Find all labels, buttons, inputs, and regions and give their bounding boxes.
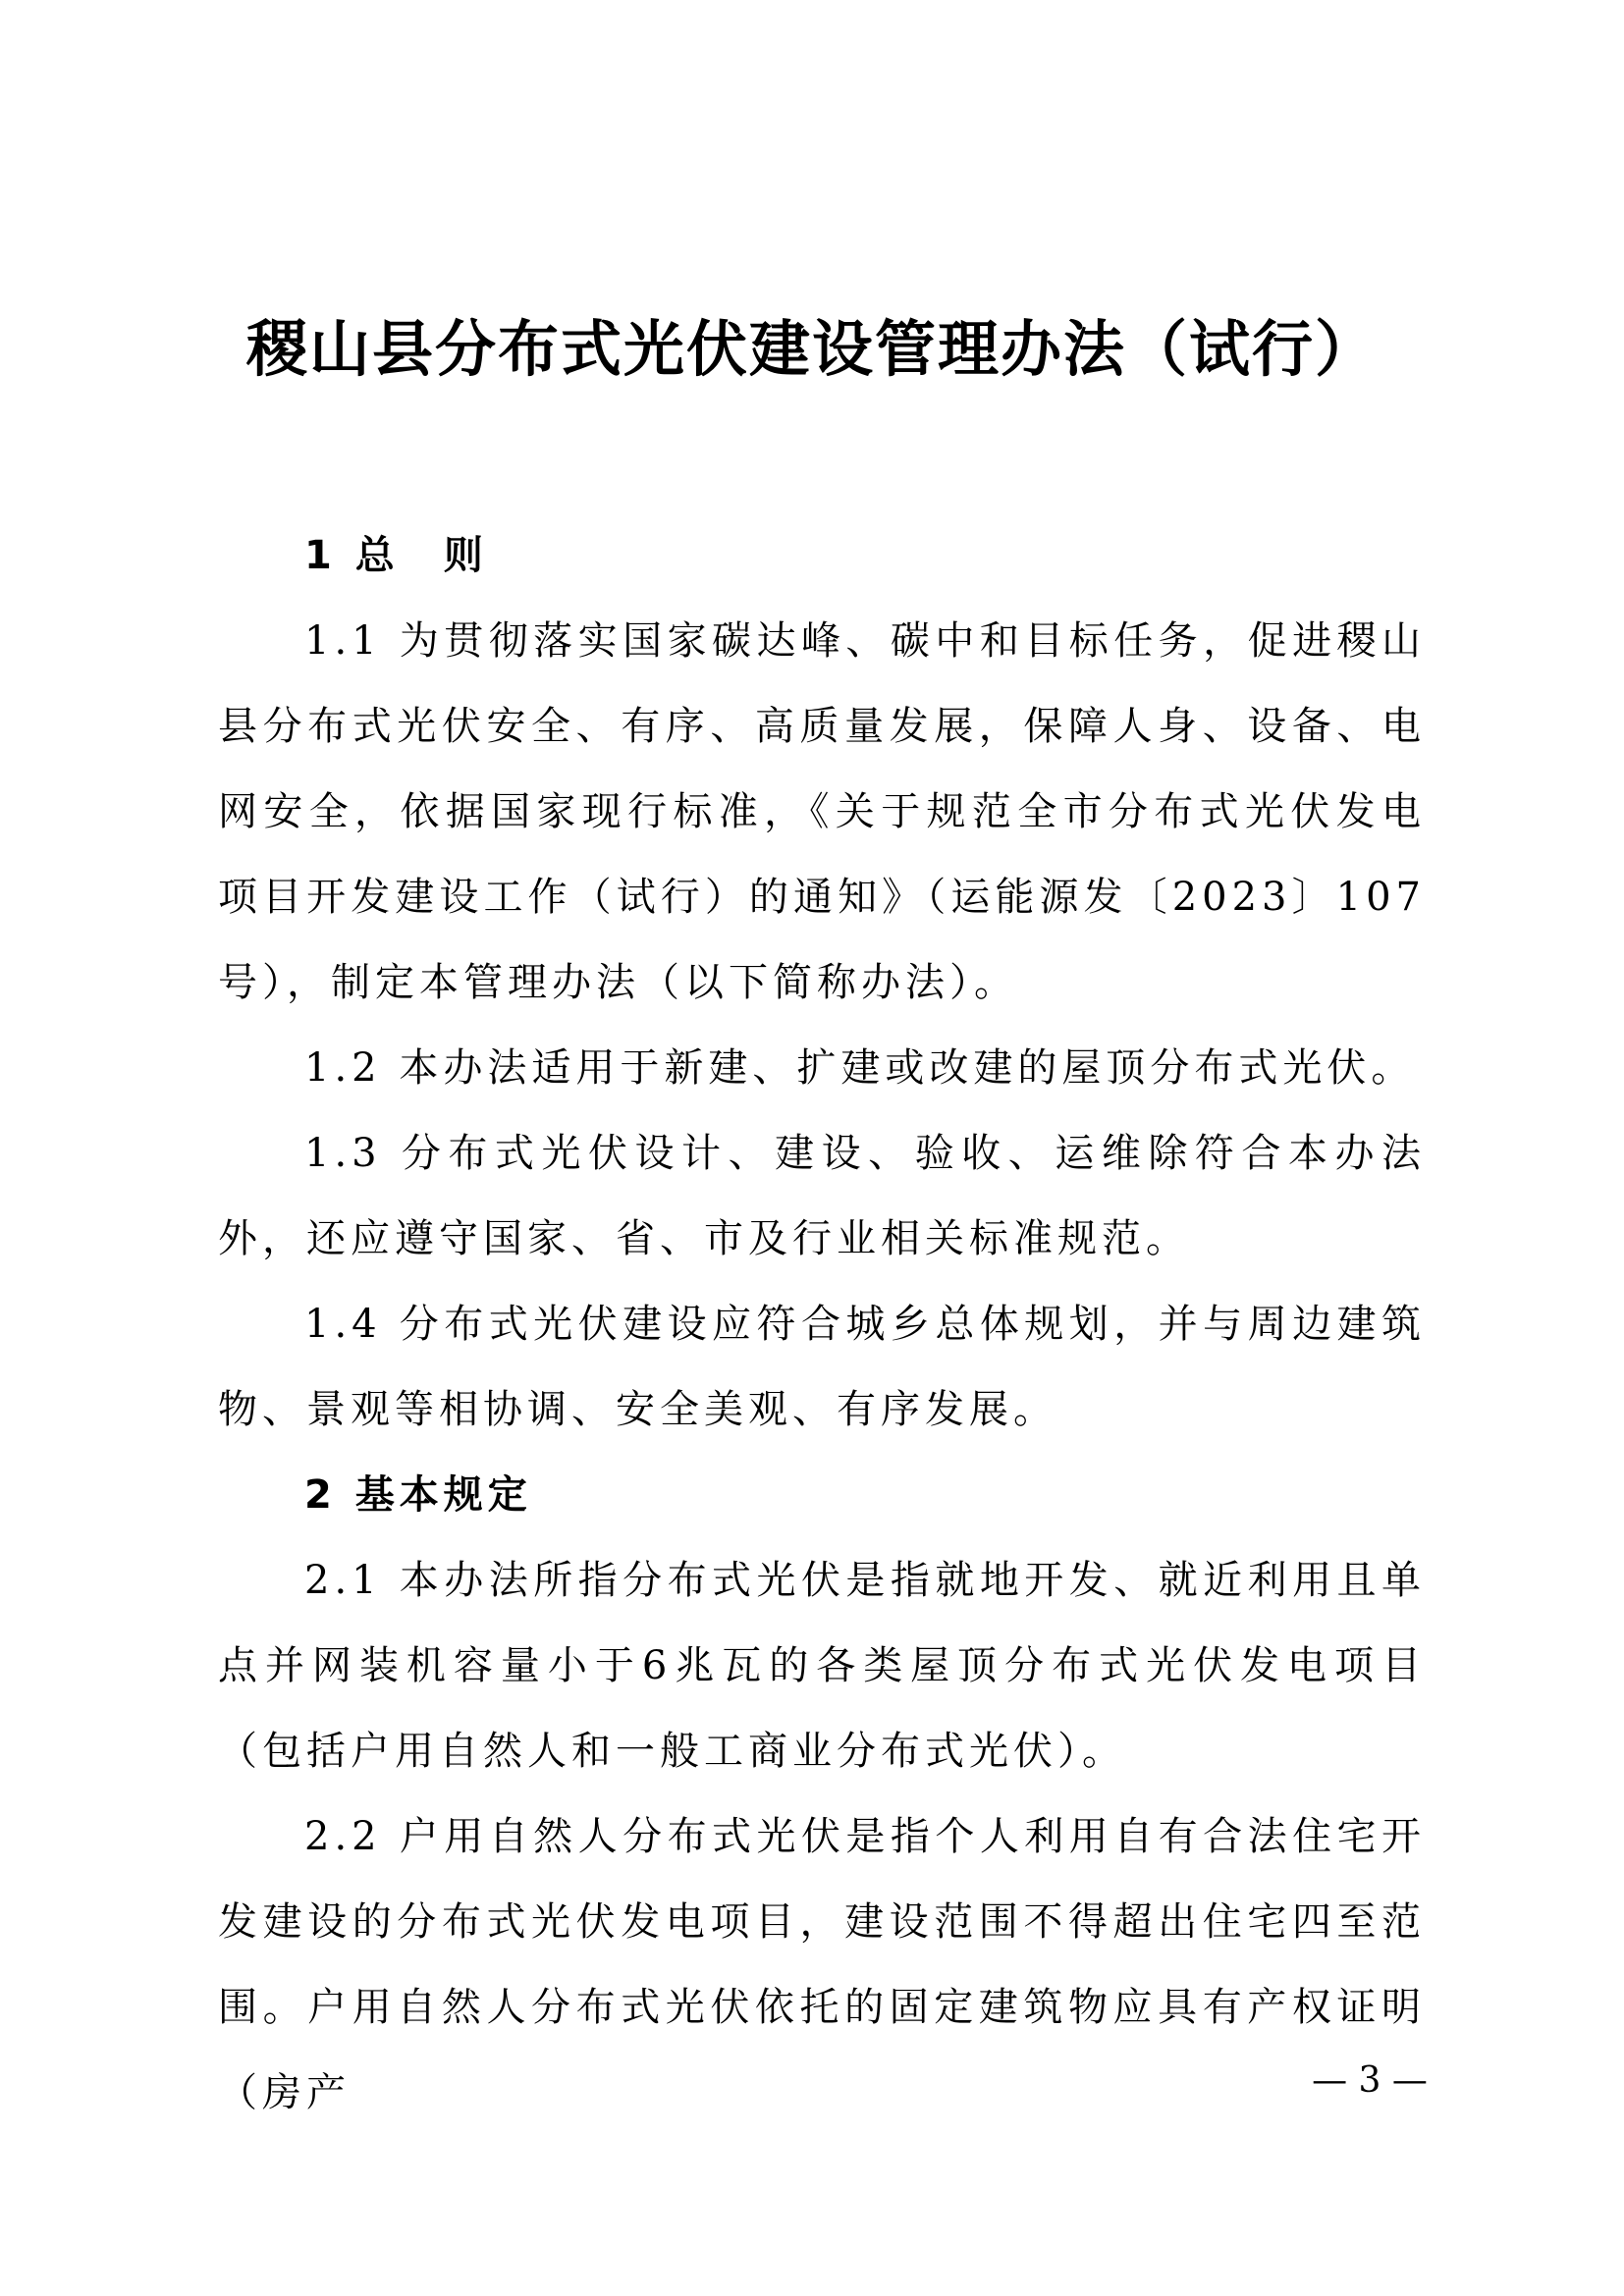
document-title: 稷山县分布式光伏建设管理办法（试行） (245, 313, 1378, 385)
clause-1-2: 1.2 本办法适用于新建、扩建或改建的屋顶分布式光伏。 (304, 1045, 1416, 1091)
section-heading-basic-rules: 2 基本规定 (304, 1472, 532, 1518)
clause-1-1: 1.1 为贯彻落实国家碳达峰、碳中和目标任务，促进稷山县分布式光伏安全、有序、高质量发展，保障人身、设备、电网安全，依据国家现行标准，《关于规范全市分布式光伏发电项目开发建设工作（试行）的通知》（运能源发〔2023〕107号），制定本管理办法（以下简称办法）。 (218, 618, 1426, 1005)
section-heading-general: 1 总 则 (304, 533, 488, 578)
clause-1-3: 1.3 分布式光伏设计、建设、验收、运维除符合本办法外，还应遵守国家、省、市及行业相关标准规范。 (218, 1131, 1426, 1261)
document-body (218, 513, 1426, 2136)
page-number: — 3 — (1312, 2060, 1428, 2101)
clause-2-2: 2.2 户用自然人分布式光伏是指个人利用自有合法住宅开发建设的分布式光伏发电项目，建设范围不得超出住宅四至范围。户用自然人分布式光伏依托的固定建筑物应具有产权证明（房产 (218, 1814, 1426, 2115)
clause-1-4: 1.4 分布式光伏建设应符合城乡总体规划，并与周边建筑物、景观等相协调、安全美观、有序发展。 (218, 1302, 1426, 1432)
clause-2-1: 2.1 本办法所指分布式光伏是指就地开发、就近利用且单点并网装机容量小于6兆瓦的各类屋顶分布式光伏发电项目（包括户用自然人和一般工商业分布式光伏）。 (218, 1558, 1426, 1774)
